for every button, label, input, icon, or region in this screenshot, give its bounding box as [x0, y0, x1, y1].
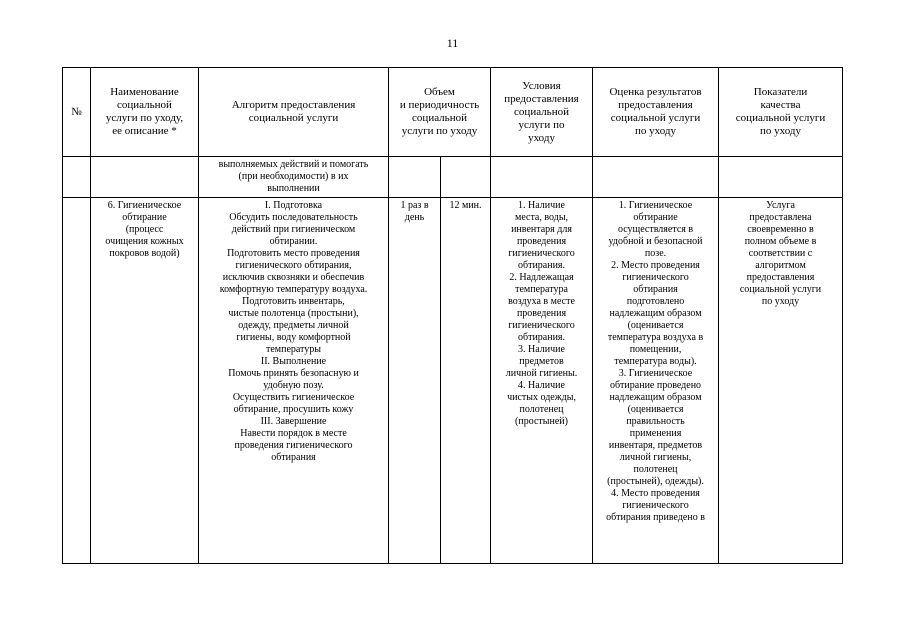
header-service-name: Наименование социальной услуги по уходу, ее описание *	[91, 68, 199, 157]
header-conditions: Условия предоставления социальной услуги по уходу	[491, 68, 593, 157]
cell-evaluation: 1. Гигиеническое обтирание осуществляется в удобной и безопасной позе. 2. Место проведения гигиенического обтирания подготовлено надлежащим образом (оценивается температура воздуха в помещении, температура воды). 3. Гигиеническое обтирание проведено надлежащим образом (оценивается правильность применения инвентаря, предметов личной гигиены, полотенец (простыней), одежды). 4. Место проведения гигиенического обтирания приведено в	[593, 198, 719, 564]
cell-number	[63, 198, 91, 564]
header-quality: Показатели качества социальной услуги по уходу	[719, 68, 843, 157]
cell-service-name: 6. Гигиеническое обтирание (процесс очищения кожных покровов водой)	[91, 198, 199, 564]
cell-conditions: 1. Наличие места, воды, инвентаря для проведения гигиенического обтирания. 2. Надлежащая температура воздуха в месте проведения гигиенического обтирания. 3. Наличие предметов личной гигиены. 4. Наличие чистых одежды, полотенец (простыней)	[491, 198, 593, 564]
cell-algorithm-continued: выполняемых действий и помогать (при необходимости) в их выполнении	[199, 157, 389, 198]
cell-quality	[719, 157, 843, 198]
continuation-row	[63, 157, 843, 198]
cell-service-name	[91, 157, 199, 198]
cell-frequency	[389, 157, 441, 198]
cell-quality: Услуга предоставлена своевременно в полном объеме в соответствии с алгоритмом предоставления социальной услуги по уходу	[719, 198, 843, 564]
header-number: №	[63, 68, 91, 157]
header-volume-frequency: Объем и периодичность социальной услуги по уходу	[389, 68, 491, 157]
page-number: 11	[446, 36, 459, 50]
cell-evaluation	[593, 157, 719, 198]
cell-number	[63, 157, 91, 198]
header-row	[63, 68, 843, 157]
services-table	[62, 67, 843, 564]
cell-frequency: 1 раз в день	[389, 198, 441, 564]
header-algorithm: Алгоритм предоставления социальной услуги	[199, 68, 389, 157]
cell-duration	[441, 157, 491, 198]
cell-conditions	[491, 157, 593, 198]
cell-duration: 12 мин.	[441, 198, 491, 564]
cell-algorithm: I. Подготовка Обсудить последовательность действий при гигиеническом обтирании. Подготовить место проведения гигиенического обтирания, исключив сквозняки и обеспечив комфортную температуру воздуха. Подготовить инвентарь, чистые полотенца (простыни), одежду, предметы личной гигиены, воду комфортной температуры II. Выполнение Помочь принять безопасную и удобную позу. Осуществить гигиеническое обтирание, просушить кожу III. Завершение Навести порядок в месте проведения гигиенического обтирания	[199, 198, 389, 564]
service-row	[63, 198, 843, 564]
header-evaluation: Оценка результатов предоставления социальной услуги по уходу	[593, 68, 719, 157]
